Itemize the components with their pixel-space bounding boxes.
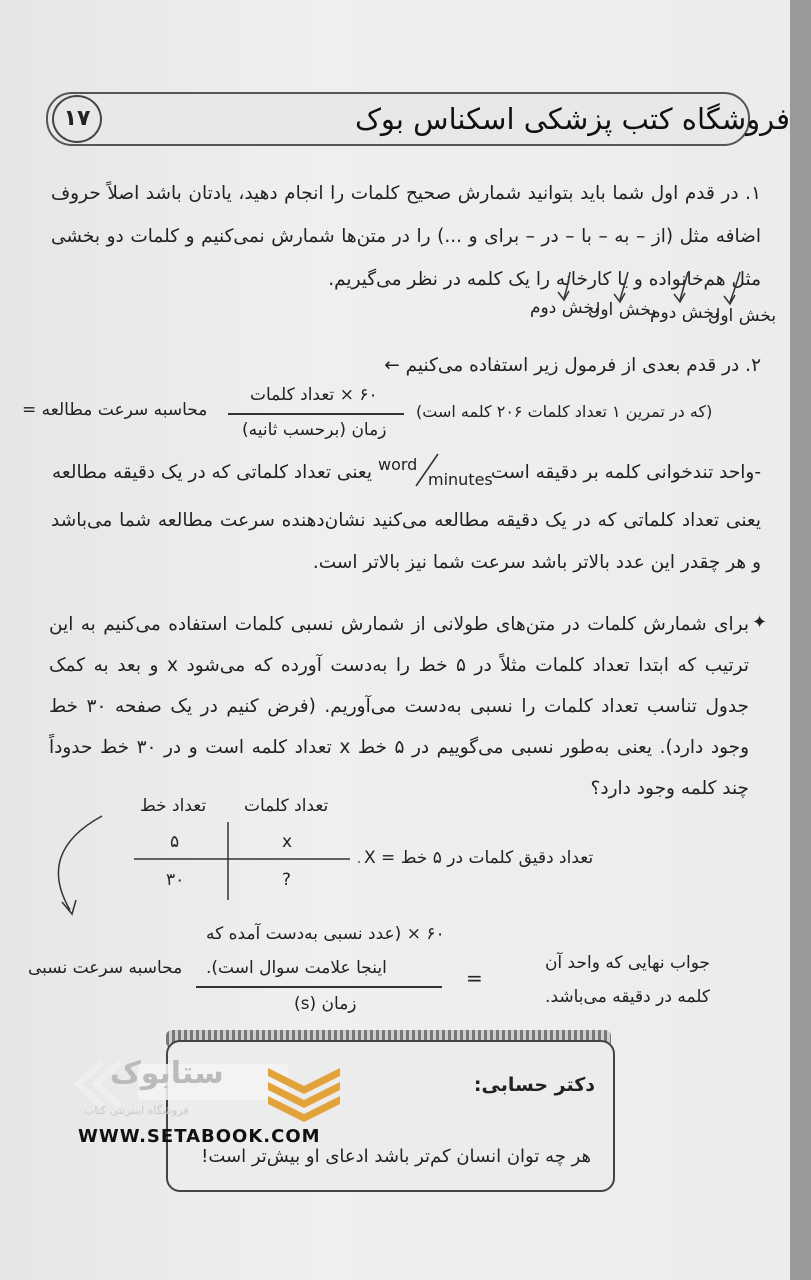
unit-minutes: minutes (428, 470, 493, 489)
formula2-denominator: زمان (s) (294, 994, 357, 1014)
page-number: ۱۷ (52, 95, 102, 143)
unit-word: word (378, 455, 418, 474)
store-watermark: فروشگاه کتب پزشکی اسکناس بوک (354, 102, 790, 136)
formula-note: (که در تمرین ۱ تعداد کلمات ۲۰۶ کلمه است) (416, 402, 713, 421)
table-cell: ۳۰ (166, 870, 185, 890)
page-edge (790, 0, 811, 1280)
table-header-words: تعداد کلمات (244, 796, 329, 816)
bullet-icon: ✦ (752, 612, 768, 633)
formula2-label: محاسبه سرعت نسبی (28, 958, 183, 978)
formula2-numerator-line2: اینجا علامت سوال است). (206, 958, 387, 978)
unit-text-before: -واحد تندخوانی کلمه بر دقیقه است (490, 462, 761, 483)
quote-title: دکتر حسابی: (473, 1074, 595, 1096)
table-cell: ۵ (170, 832, 180, 852)
formula2-numerator-line1: ۶۰ × (عدد نسبی به‌دست آمده که (206, 924, 445, 944)
paragraph-2-intro: ۲. در قدم بعدی از فرمول زیر استفاده می‌کنیم ← (384, 355, 761, 376)
formula-label: محاسبه سرعت مطالعه = (22, 400, 208, 420)
paragraph-3: برای شمارش کلمات در متن‌های طولانی از شمارش نسبی کلمات استفاده می‌کنیم به این ترتیب که ابتدا تعداد کلمات مثلاً در ۵ خط را به‌دست آورده که می‌شود x و بعد به کمک جدول تناسب تعداد کلمات را نسبی به‌دست می‌آوریم. (فرض کنیم در یک صفحه ۳۰ خط وجود دارد). یعنی به‌طور نسبی می‌گوییم در ۵ خط x تعداد کلمه است و در ۳۰ خط حدوداً چند کلمه وجود دارد؟ (49, 614, 750, 799)
table-caption: تعداد دقیق کلمات در ۵ خط = X (364, 848, 594, 868)
paragraph-1: ۱. در قدم اول شما باید بتوانید شمارش صحیح کلمات را انجام دهید، یادتان باشد اصلاً حروف اضافه مثل (از – به – با – در – برای و ...) را در متن‌ها شمارش نمی‌کنیم و کلمات دو بخشی مثل هم‌خانواده و یا کارخانه را یک کلمه در نظر می‌گیریم. (51, 183, 761, 290)
part-label: بخش اول (708, 306, 777, 326)
table-header-lines: تعداد خط (140, 796, 207, 816)
unit-text-after-line1: یعنی تعداد کلماتی که در یک دقیقه مطالعه (52, 462, 372, 483)
logo-tagline: فروشگاه اینترنتی کتاب (84, 1104, 189, 1117)
formula2-equals: = (466, 966, 483, 990)
fraction-line (196, 986, 442, 988)
formula2-answer: جواب نهایی که واحد آن کلمه در دقیقه می‌باشد. (544, 953, 710, 1007)
unit-text-after: یعنی تعداد کلماتی که در یک دقیقه مطالعه می‌کنید نشان‌دهنده سرعت مطالعه شما می‌باشد و هر چقدر این عدد بالاتر باشد سرعت شما نیز بالاتر است. (51, 510, 761, 573)
logo-url[interactable]: WWW.SETABOOK.COM (78, 1126, 321, 1147)
part-label: بخش دوم (650, 303, 720, 323)
proportion-table-lines (40, 812, 360, 922)
table-cell: ? (282, 870, 292, 890)
formula-numerator: ۶۰ × تعداد کلمات (250, 385, 378, 405)
formula-denominator: زمان (برحسب ثانیه) (242, 420, 387, 440)
fraction-line (228, 413, 404, 415)
quote-text: هر چه توان انسان کم‌تر باشد ادعای او بیش‌تر است! (201, 1146, 591, 1167)
part-label: بخش دوم (530, 298, 600, 318)
table-cell: x (282, 832, 293, 852)
logo-name: ستابوک (110, 1056, 224, 1091)
part-label: بخش اول (588, 300, 657, 320)
